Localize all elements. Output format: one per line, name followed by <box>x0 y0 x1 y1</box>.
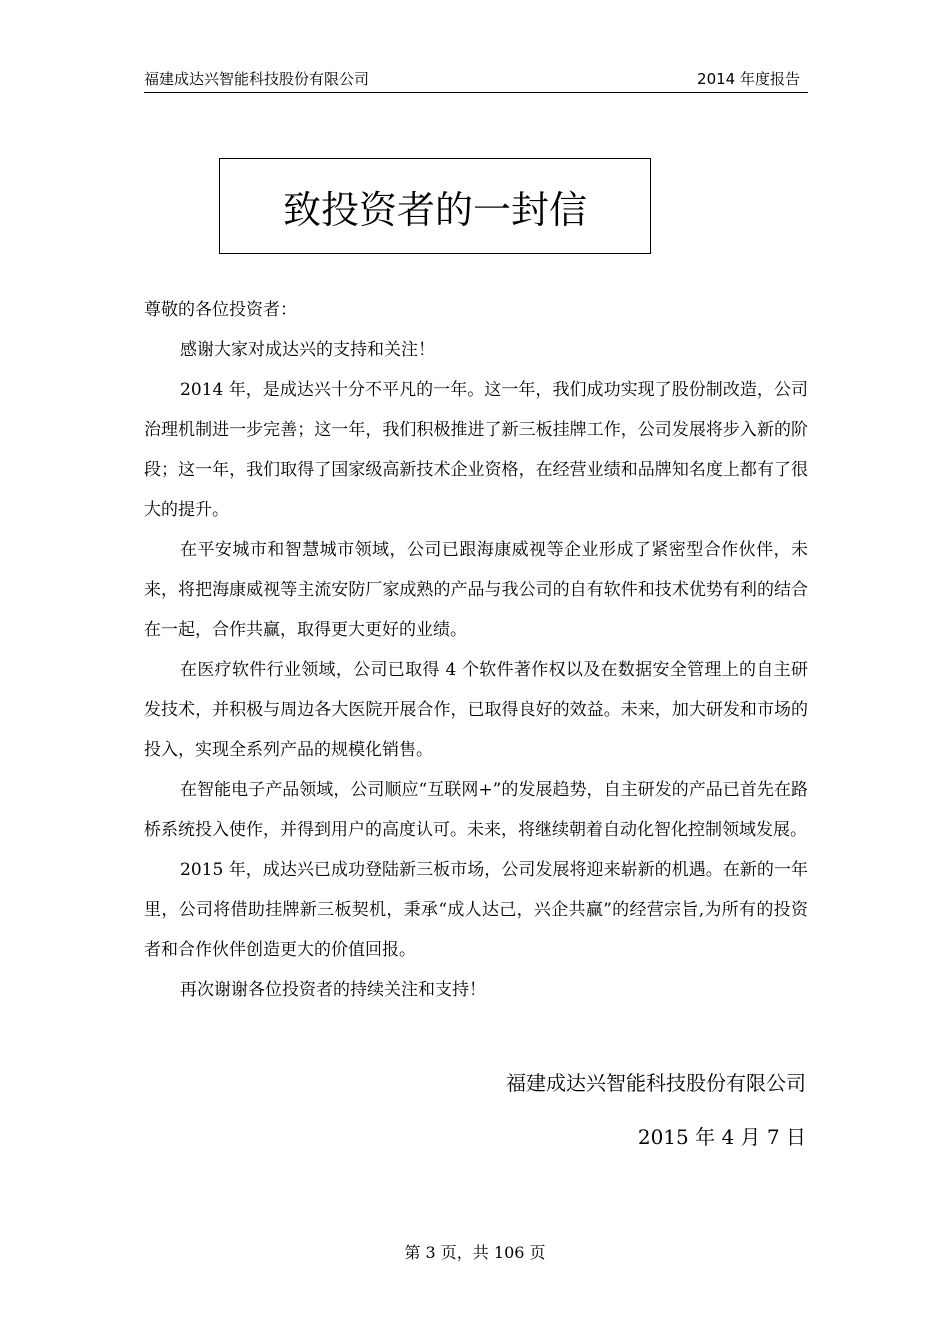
letter-body <box>144 290 808 1010</box>
paragraph: 在医疗软件行业领域，公司已取得 4 个软件著作权以及在数据安全管理上的自主研发技术，并积极与周边各大医院开展合作，已取得良好的效益。未来，加大研发和市场的投入，实现全系列产品的规模化销售。 <box>144 660 808 760</box>
paragraph: 在平安城市和智慧城市领域，公司已跟海康威视等企业形成了紧密型合作伙伴，未来，将把海康威视等主流安防厂家成熟的产品与我公司的自有软件和技术优势有利的结合在一起，合作共赢，取得更大更好的业绩。 <box>144 540 808 640</box>
salutation: 尊敬的各位投资者： <box>144 300 297 320</box>
page-header <box>144 66 808 93</box>
paragraph: 感谢大家对成达兴的支持和关注！ <box>180 340 435 360</box>
paragraph: 2015 年，成达兴已成功登陆新三板市场，公司发展将迎来崭新的机遇。在新的一年里，公司将借助挂牌新三板契机，秉承“成人达己，兴企共赢”的经营宗旨,为所有的投资者和合作伙伴创造更大的价值回报。 <box>144 860 808 960</box>
paragraph: 2014 年，是成达兴十分不平凡的一年。这一年，我们成功实现了股份制改造，公司治理机制进一步完善；这一年，我们积极推进了新三板挂牌工作，公司发展将步入新的阶段；这一年，我们取得了国家级高新技术企业资格，在经营业绩和品牌知名度上都有了很大的提升。 <box>144 380 808 520</box>
signature-block <box>506 1056 806 1164</box>
page-number: 第 3 页，共 106 页 <box>404 1243 546 1262</box>
letter-title-box <box>219 158 651 254</box>
letter-title: 致投资者的一封信 <box>282 187 587 232</box>
header-report-title: 2014 年度报告 <box>697 70 800 88</box>
signature-date: 2015 年 4 月 7 日 <box>637 1125 806 1149</box>
paragraph: 再次谢谢各位投资者的持续关注和支持！ <box>180 980 486 1000</box>
signature-company: 福建成达兴智能科技股份有限公司 <box>506 1071 806 1095</box>
paragraph: 在智能电子产品领域，公司顺应“互联网+”的发展趋势，自主研发的产品已首先在路桥系统投入使作，并得到用户的高度认可。未来，将继续朝着自动化智化控制领域发展。 <box>144 780 808 840</box>
header-company: 福建成达兴智能科技股份有限公司 <box>144 70 370 88</box>
